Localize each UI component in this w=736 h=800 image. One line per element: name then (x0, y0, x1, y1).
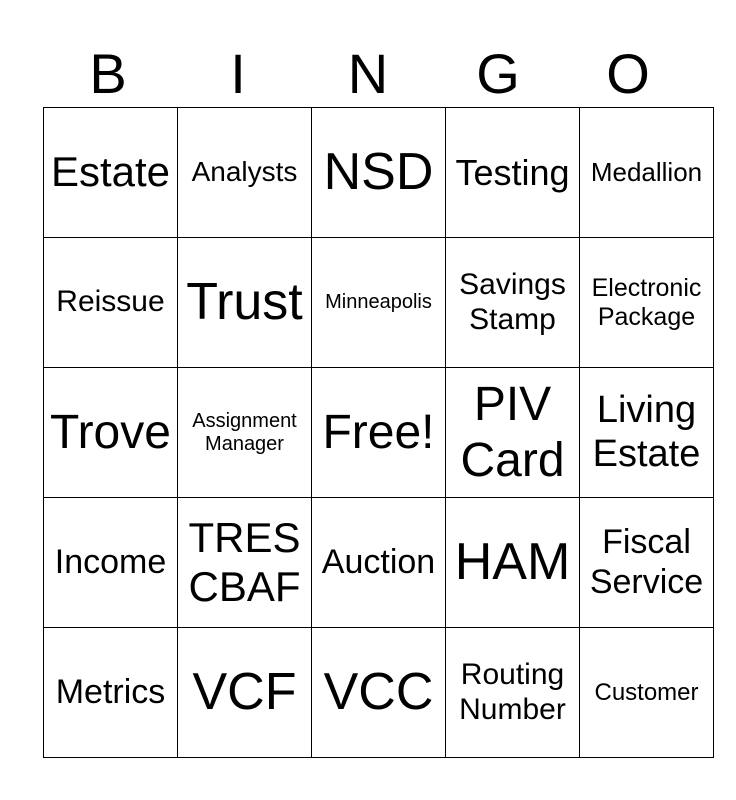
board-cell[interactable] (44, 628, 178, 758)
cell-text: Savings (459, 268, 566, 301)
header-letter-g: G (476, 42, 520, 105)
cell-text: Testing (455, 151, 570, 193)
cell-text: VCF (192, 662, 297, 721)
board-cell[interactable] (580, 238, 714, 368)
cell-text: Fiscal (602, 523, 691, 562)
board-cell[interactable] (446, 628, 580, 758)
board-cell[interactable] (312, 108, 446, 238)
board-cell[interactable] (44, 498, 178, 628)
header-letter-o: O (606, 42, 650, 105)
bingo-board (43, 107, 714, 758)
cell-text: Package (597, 302, 696, 331)
board-cell[interactable] (312, 368, 446, 498)
board-cell[interactable] (44, 108, 178, 238)
board-cell[interactable] (178, 238, 312, 368)
cell-text: Auction (321, 542, 436, 581)
cell-text: Routing (460, 658, 565, 691)
board-cell[interactable] (580, 498, 714, 628)
cell-text: Income (54, 542, 167, 581)
cell-text: Living (596, 388, 697, 431)
board-cell[interactable] (446, 498, 580, 628)
header-letter-i: I (230, 42, 246, 105)
board-cell[interactable] (580, 368, 714, 498)
board-cell[interactable] (178, 628, 312, 758)
board-cell[interactable] (44, 238, 178, 368)
cell-text: Metrics (55, 672, 166, 711)
board-row (44, 108, 714, 238)
cell-text: HAM (454, 532, 571, 591)
cell-text: Stamp (469, 302, 556, 336)
board-cell[interactable] (446, 238, 580, 368)
board-row (44, 628, 714, 758)
board-cell[interactable] (178, 498, 312, 628)
board-row (44, 368, 714, 498)
cell-text: VCC (323, 662, 434, 721)
cell-text: Manager (205, 432, 284, 455)
cell-text: Customer (594, 678, 699, 706)
cell-text: Service (589, 562, 704, 601)
board-row (44, 238, 714, 368)
board-cell[interactable] (44, 368, 178, 498)
board-cell[interactable] (312, 238, 446, 368)
board-cell[interactable] (446, 368, 580, 498)
board-cell[interactable] (178, 108, 312, 238)
board-row (44, 498, 714, 628)
board-cell[interactable] (312, 628, 446, 758)
cell-text: Estate (50, 148, 171, 196)
board-cell[interactable] (580, 628, 714, 758)
cell-text: Estate (592, 432, 701, 475)
board-cell[interactable] (312, 498, 446, 628)
cell-text: Minneapolis (325, 291, 432, 313)
header-letter-n: N (347, 42, 389, 105)
cell-text: Card (460, 433, 565, 487)
cell-text: Number (459, 692, 566, 726)
cell-text: Assignment (192, 409, 297, 432)
bingo-header (43, 40, 693, 108)
cell-text: Analysts (191, 156, 298, 188)
cell-text: Free! (322, 405, 435, 459)
cell-text: Trove (50, 405, 171, 459)
board-cell[interactable] (580, 108, 714, 238)
cell-text: TRES (188, 514, 301, 562)
cell-text: Trust (186, 272, 303, 331)
board-cell[interactable] (178, 368, 312, 498)
cell-text: NSD (323, 142, 434, 201)
cell-text: Reissue (56, 285, 165, 319)
board-cell[interactable] (446, 108, 580, 238)
cell-text: Electronic (591, 273, 702, 302)
cell-text: PIV (473, 378, 552, 432)
cell-text: CBAF (188, 562, 301, 610)
header-letter-b: B (89, 42, 127, 105)
cell-text: Medallion (590, 156, 703, 187)
